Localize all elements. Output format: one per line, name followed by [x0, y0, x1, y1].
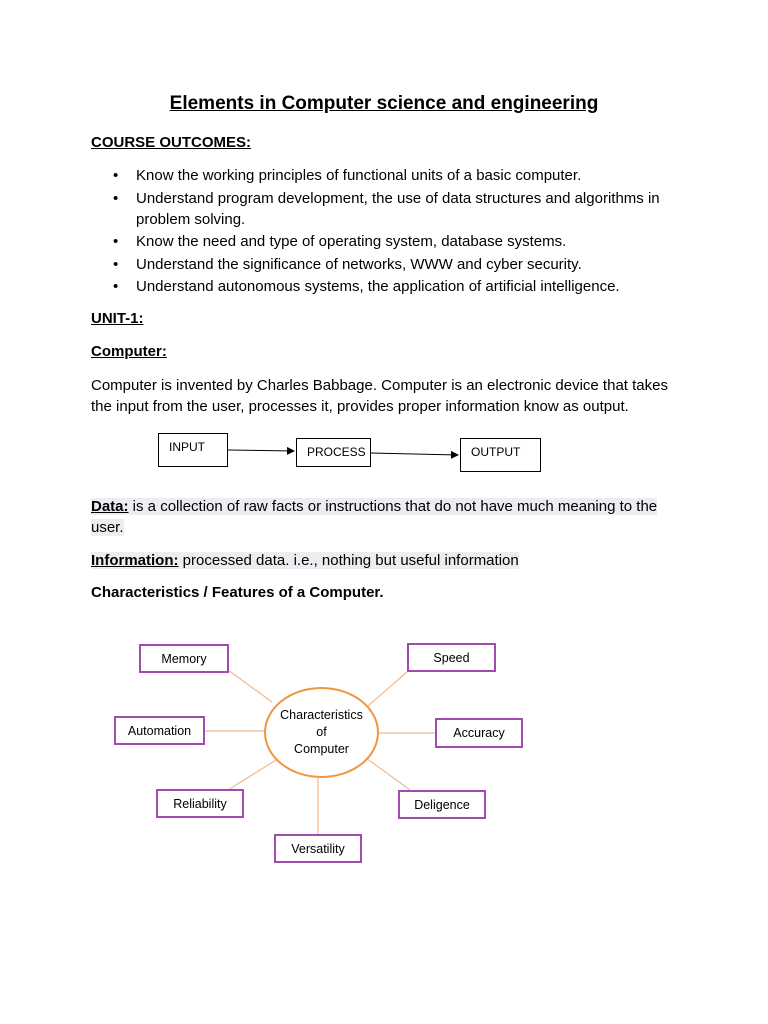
characteristics-center	[264, 687, 379, 778]
connector-memory	[228, 670, 272, 702]
feature-memory-label: Memory	[161, 651, 207, 666]
feature-reliability-label: Reliability	[173, 796, 227, 811]
feature-accuracy	[435, 718, 523, 748]
outcome-text: Understand autonomous systems, the application of artificial intelligence.	[136, 278, 620, 296]
computer-description: Computer is invented by Charles Babbage. Computer is an electronic device that takes the input from the user, processes it, provides proper information know as output.	[91, 377, 668, 415]
outcome-text: Know the need and type of operating system, database systems.	[136, 233, 567, 251]
bullet-icon: •	[113, 233, 119, 251]
center-line-3: Computer	[294, 742, 349, 756]
feature-memory	[139, 644, 229, 673]
bullet-icon: •	[113, 189, 119, 207]
feature-versatility-label: Versatility	[291, 841, 345, 856]
data-term: Data:	[91, 498, 129, 515]
bullet-icon: •	[113, 255, 119, 273]
computer-heading: Computer:	[91, 343, 167, 360]
feature-deligence	[398, 790, 486, 819]
feature-automation	[114, 716, 205, 745]
feature-accuracy-label: Accuracy	[453, 726, 505, 740]
connector-speed	[368, 671, 408, 706]
outcome-text: Understand the significance of networks, WWW and cyber security.	[136, 255, 582, 273]
unit-heading: UNIT-1:	[91, 310, 144, 327]
feature-automation-label: Automation	[127, 723, 192, 738]
bullet-icon: •	[113, 167, 119, 184]
feature-speed	[407, 643, 496, 672]
information-text: processed data. i.e., nothing but useful information	[178, 552, 519, 569]
feature-deligence-label: Deligence	[414, 797, 470, 812]
feature-reliability	[156, 789, 244, 818]
connector-deligence	[366, 758, 410, 790]
input-label: INPUT	[169, 440, 205, 454]
feature-versatility	[274, 834, 362, 863]
center-line-2: of	[316, 725, 327, 739]
output-label: OUTPUT	[471, 445, 521, 459]
process-label: PROCESS	[307, 445, 366, 459]
document-title: Elements in Computer science and engineering	[169, 93, 599, 114]
outcome-text: Understand program development, the use of data structures and algorithms in problem solving.	[136, 189, 660, 228]
information-term: Information:	[91, 552, 179, 569]
bullet-icon: •	[113, 278, 119, 296]
feature-speed-label: Speed	[433, 650, 470, 665]
center-line-1: Characteristics	[280, 708, 363, 722]
connector-reliability	[228, 760, 276, 790]
course-outcomes-heading: COURSE OUTCOMES:	[91, 134, 252, 151]
characteristics-heading: Characteristics / Features of a Computer.	[91, 584, 384, 601]
outcome-text: Know the working principles of functional units of a basic computer.	[136, 167, 582, 184]
data-text: is a collection of raw facts or instructions that do not have much meaning to the user.	[91, 498, 658, 536]
